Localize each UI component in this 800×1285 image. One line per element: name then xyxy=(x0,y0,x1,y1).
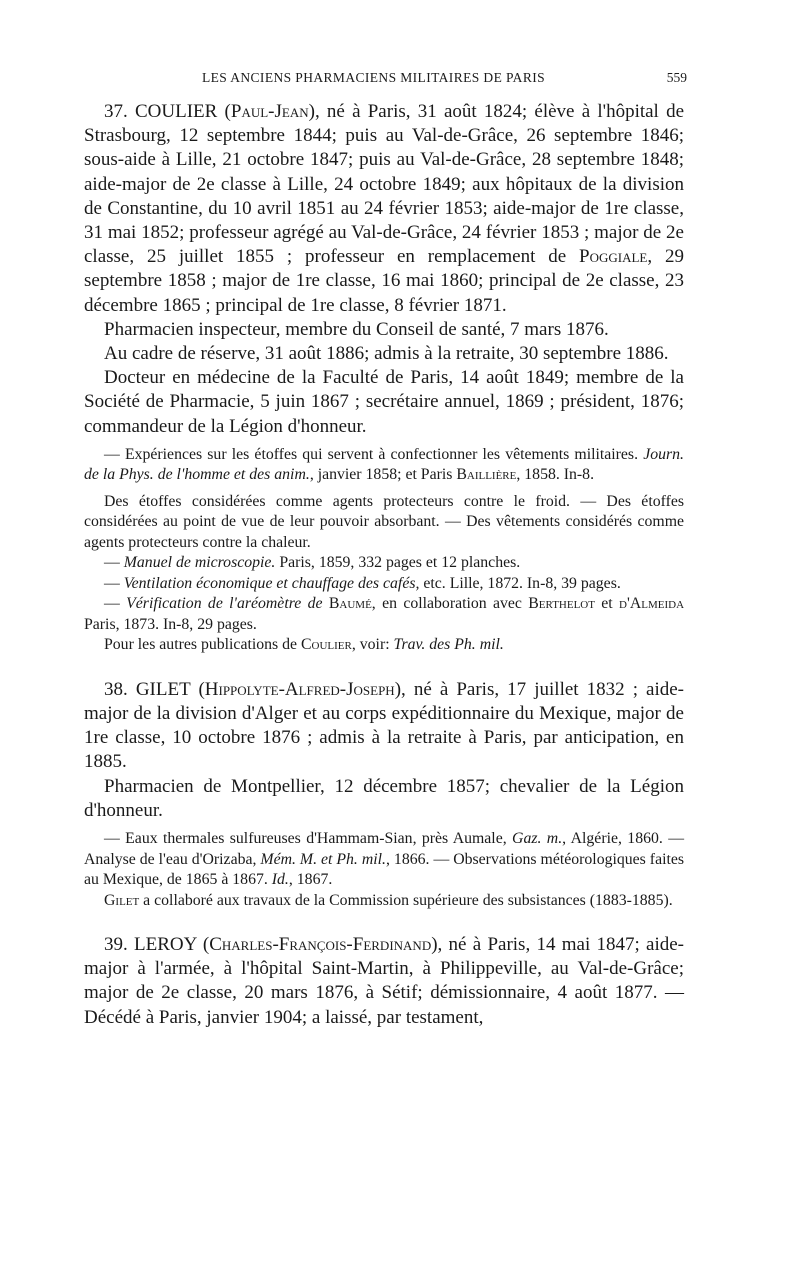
text: a collaboré aux travaux de la Commission supérieure des subsistances (1883-1885). xyxy=(139,891,673,909)
entry-39-career-text: , né à Paris, 14 mai 1847; aide-major à l'armée, à l'hôpital Saint-Martin, à Philippeville, au Val-de-Grâce; major de 2e classe, 20 mars 1876, à Sétif; démissionnaire, 4 août 1877. — Décédé à Paris, janvier 1904; a laissé, par testament, xyxy=(84,934,684,1028)
entry-37-reserve: Au cadre de réserve, 31 août 1886; admis à la retraite, 30 septembre 1886. xyxy=(104,343,669,365)
pub-title: Ventilation économique et chauffage des cafés, xyxy=(123,574,420,592)
entry-37-forenames: (Paul-Jean) xyxy=(224,101,315,122)
entry-38-career xyxy=(84,678,684,775)
pub-end: etc. Lille, 1872. In-8, 39 pages. xyxy=(419,574,621,592)
entry-38-publications xyxy=(84,829,684,891)
entry-38-number: 38. xyxy=(104,678,128,700)
pub-ref: Gaz. m. xyxy=(512,830,563,848)
pub-journal: Journ. de la Phys. de l'homme et des anim. xyxy=(84,445,684,484)
entry-38-career-text: , né à Paris, 17 juillet 1832 ; aide-major de la division d'Alger et au corps expéditionnaire du Mexique, major de 1re classe, 10 octobre 1876 ; admis à la retraite à Paris, par anticipation, en 1885. xyxy=(84,678,685,773)
entry-37-doctorate: Docteur en médecine de la Faculté de Paris, 14 août 1849; membre de la Société de Pharmacie, 5 juin 1867 ; secrétaire annuel, 1869 ; président, 1876; commandeur de la Légion d'honneur. xyxy=(84,367,684,437)
person-name-poggiale: Poggiale xyxy=(579,246,648,268)
pub-end: , 1867. xyxy=(288,871,333,889)
text: , voir: xyxy=(351,636,394,654)
pub-ref: Mém. M. et Ph. mil. xyxy=(260,850,386,868)
pub-text: — Eaux thermales sulfureuses d'Hammam-Sian, près Aumale, xyxy=(104,830,513,848)
entry-38-forenames: (Hippolyte-Alfred-Joseph) xyxy=(198,678,402,700)
entry-37-surname: COULIER xyxy=(134,101,218,122)
person-name-almeida: d'Almeida xyxy=(619,595,685,613)
entry-37-publication-4 xyxy=(84,574,684,595)
dash: — xyxy=(104,554,124,572)
pub-text: — Expériences sur les étoffes qui servent à confectionner les vêtements militaires. xyxy=(104,445,644,463)
page-number: 559 xyxy=(666,70,687,85)
entry-37-career-text-b: , 29 septembre 1858 ; major de 1re classe, 16 mai 1860; principal de 2e classe, 23 décembre 1865 ; principal de 1re classe, 8 février 1871. xyxy=(84,246,684,316)
pub-end: Paris, 1859, 332 pages et 12 planches. xyxy=(275,554,521,572)
entry-37-career xyxy=(84,100,684,318)
pub-title: Vérification de l'aréomètre de xyxy=(126,595,329,613)
entry-38-surname: GILET xyxy=(135,678,191,700)
entry-39-number: 39. xyxy=(104,934,128,956)
pub-text: , 1866. — Observations météorologiques faites au Mexique, de 1865 à 1867. xyxy=(84,850,685,889)
pub-publisher: Baillière xyxy=(456,466,517,484)
pub-conj: et xyxy=(594,595,620,613)
pub-mid: , en collaboration avec xyxy=(371,595,529,613)
entry-37-number: 37. xyxy=(104,101,128,122)
entry-39-forenames: (Charles-François-Ferdinand) xyxy=(202,934,438,956)
text: Pour les autres publications de xyxy=(104,636,301,654)
pub-date: , janvier 1858; et Paris xyxy=(309,466,457,484)
entry-39-surname: LEROY xyxy=(134,934,197,956)
person-name-gilet: Gilet xyxy=(104,891,140,909)
dash: — xyxy=(104,595,127,613)
pub-title: Manuel de microscopie. xyxy=(123,554,276,572)
person-name-berthelot: Berthelot xyxy=(528,595,595,613)
entry-37-career-text-a: , né à Paris, 31 août 1824; élève à l'hôpital de Strasbourg, 12 septembre 1844; puis au Val-de-Grâce, 26 septembre 1846; sous-aide à Lille, 21 octobre 1847; puis au Val-de-Grâce, 28 septembre 1848; aide-major de 2e classe à Lille, 24 octobre 1849; aux hôpitaux de la division de Constantine, du 10 avril 1851 au 24 février 1853; aide-major de 1re classe, 31 mai 1852; professeur agrégé au Val-de-Grâce, 24 février 1853 ; major de 2e classe, 25 juillet 1855 ; professeur en remplacement de xyxy=(84,101,685,268)
page-header xyxy=(84,70,687,92)
pub-end: Paris, 1873. In-8, 29 pages. xyxy=(84,615,257,633)
entry-37-publication-3 xyxy=(84,553,684,574)
entry-37-publication-5 xyxy=(84,594,684,635)
entry-37-inspector: Pharmacien inspecteur, membre du Conseil de santé, 7 mars 1876. xyxy=(104,318,609,340)
entry-37-publication-2: Des étoffes considérées comme agents protecteurs contre le froid. — Des étoffes considérées au point de vue de leur pouvoir absorbant. — Des vêtements considérés comme agents protecteurs contre la chaleur. xyxy=(84,492,684,551)
person-name-coulier: Coulier xyxy=(300,636,352,654)
person-name-baume: Baumé xyxy=(328,595,372,613)
entry-37-publication-1 xyxy=(84,445,684,486)
running-title: LES ANCIENS PHARMACIENS MILITAIRES DE PARIS xyxy=(202,70,546,85)
pub-end: , 1858. In-8. xyxy=(516,466,595,484)
book-page xyxy=(84,70,687,1030)
dash: — xyxy=(104,574,124,592)
entry-39-career xyxy=(84,933,684,1030)
pub-ref: Id. xyxy=(271,871,289,889)
entry-38-pharmacist: Pharmacien de Montpellier, 12 décembre 1857; chevalier de la Légion d'honneur. xyxy=(84,775,684,821)
reference: Trav. des Ph. mil. xyxy=(393,636,504,654)
pub-text: , Algérie, 1860. — Analyse de l'eau d'Orizaba, xyxy=(84,830,685,868)
entry-38-collaboration xyxy=(84,891,684,912)
entry-37-other-publications xyxy=(84,635,684,656)
